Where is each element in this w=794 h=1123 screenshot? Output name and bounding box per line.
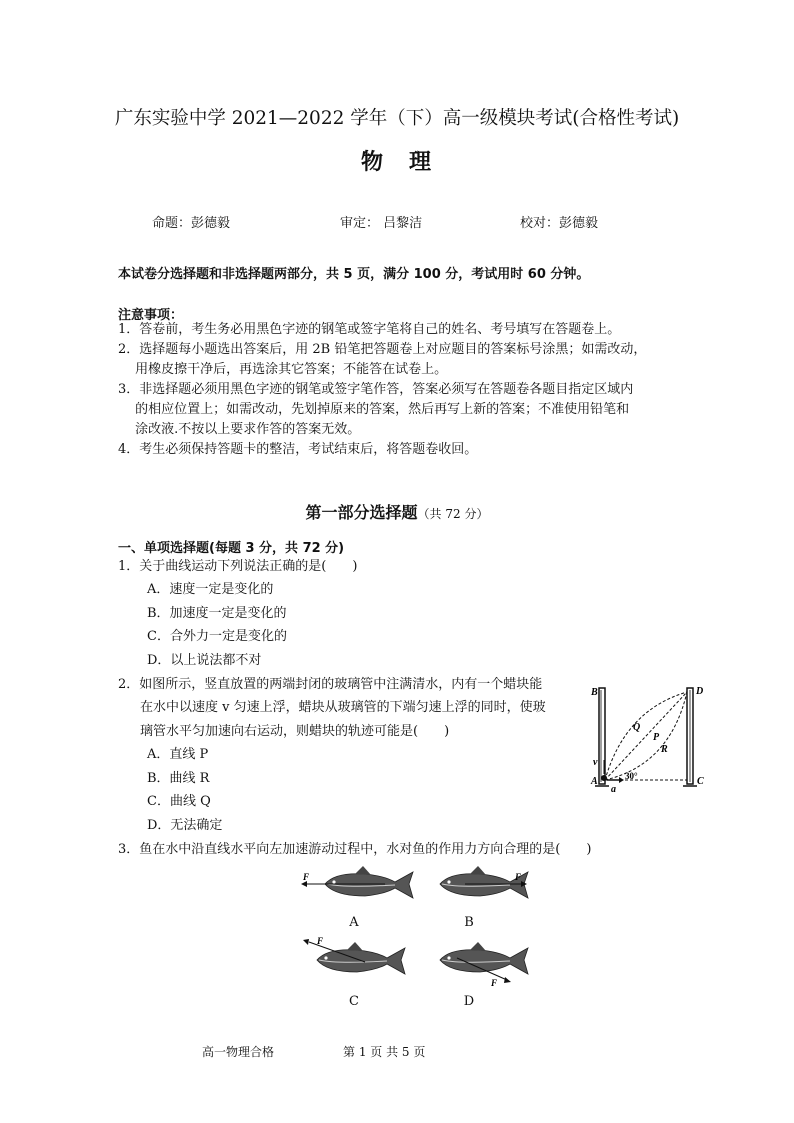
- question-2-stem-line: 2．如图所示，竖直放置的两端封闭的玻璃管中注满清水，内有一个蜡块能: [118, 677, 543, 692]
- section-points: （共 72 分）: [417, 507, 489, 521]
- fish-d-force-label: F: [491, 978, 498, 988]
- tube-trajectory-diagram: [585, 680, 715, 795]
- question-2-option-d: D．无法确定: [147, 818, 223, 833]
- section-title-text: 第一部分选择题: [305, 503, 418, 522]
- question-2-option-a: A．直线 P: [147, 747, 209, 762]
- fish-d: [440, 942, 528, 974]
- fish-b-force-label: F: [515, 872, 522, 882]
- question-2-stem-line: 璃管水平匀加速向右运动，则蜡块的轨迹可能是( ): [140, 724, 450, 739]
- label-d: D: [696, 686, 704, 697]
- label-b: B: [591, 687, 598, 698]
- note-line: 涂改液.不按以上要求作答的答案无效。: [118, 422, 361, 437]
- footer-course: 高一物理合格: [202, 1045, 275, 1059]
- reviewer-label: 审定： 吕黎洁: [340, 216, 423, 231]
- question-1-option-b: B．加速度一定是变化的: [147, 606, 287, 621]
- label-angle: 30°: [625, 771, 638, 781]
- part-heading: 一、单项选择题(每题 3 分，共 72 分): [118, 541, 345, 556]
- question-2-stem-line: 在水中以速度 v 匀速上浮，蜡块从玻璃管的下端匀速上浮的同时，使玻: [140, 700, 546, 715]
- exam-title: 广东实验中学 2021—2022 学年（下）高一级模块考试(合格性考试): [114, 108, 680, 129]
- fish-b: [440, 866, 528, 898]
- question-1-option-c: C．合外力一定是变化的: [147, 629, 287, 644]
- setter-label: 命题：彭德毅: [152, 216, 231, 231]
- note-line: 用橡皮擦干净后，再选涂其它答案；不能答在试卷上。: [118, 362, 448, 377]
- question-1-option-a: A．速度一定是变化的: [147, 582, 274, 597]
- question-1-option-d: D．以上说法都不对: [147, 653, 262, 668]
- footer-page-number: 第 1 页 共 5 页: [343, 1045, 426, 1059]
- question-2-option-c: C．曲线 Q: [147, 794, 211, 809]
- label-acceleration: a: [611, 784, 616, 795]
- label-a-point: A: [591, 776, 598, 787]
- exam-intro: 本试卷分选择题和非选择题两部分，共 5 页，满分 100 分，考试用时 60 分钟。: [118, 267, 590, 282]
- section-title: [0, 500, 794, 523]
- question-2-option-b: B．曲线 R: [147, 771, 210, 786]
- fish-c-force-label: F: [317, 936, 324, 946]
- fish-d-label: D: [463, 994, 475, 1009]
- fish-a-force-label: F: [303, 872, 310, 882]
- notes-heading: 注意事项：: [118, 308, 184, 323]
- subject-title: 物 理: [360, 149, 433, 175]
- note-line: 的相应位置上；如需改动，先划掉原来的答案，然后再写上新的答案；不准使用铅笔和: [118, 402, 630, 417]
- label-p: P: [653, 732, 660, 743]
- fish-c-label: C: [349, 994, 359, 1009]
- note-line: 1．答卷前，考生务必用黑色字迹的钢笔或签字笔将自己的姓名、考号填写在答题卷上。: [118, 322, 621, 337]
- note-line: 3．非选择题必须用黑色字迹的钢笔或签字笔作答，答案必须写在答题卷各题目指定区域内: [118, 382, 634, 397]
- label-q: Q: [633, 722, 641, 733]
- fish-force-diagrams: [295, 862, 535, 1012]
- label-c: C: [697, 776, 704, 787]
- wax-block: [601, 775, 607, 781]
- question-3-stem: 3．鱼在水中沿直线水平向左加速游动过程中，水对鱼的作用力方向合理的是( ): [118, 842, 592, 857]
- note-line: 2．选择题每小题选出答案后，用 2B 铅笔把答题卷上对应题目的答案标号涂黑；如需改动，: [118, 342, 647, 357]
- question-1-stem: 1．关于曲线运动下列说法正确的是( ): [118, 559, 358, 574]
- note-line: 4．考生必须保持答题卡的整洁，考试结束后，将答题卷收回。: [118, 442, 478, 457]
- fish-b-label: B: [464, 915, 474, 930]
- trajectory-p: [605, 692, 687, 780]
- label-v: v: [593, 757, 598, 768]
- label-r: R: [661, 744, 668, 755]
- proofreader-label: 校对：彭德毅: [520, 216, 599, 231]
- fish-a: [325, 866, 413, 898]
- fish-c: [317, 942, 405, 974]
- fish-a-label: A: [349, 915, 359, 930]
